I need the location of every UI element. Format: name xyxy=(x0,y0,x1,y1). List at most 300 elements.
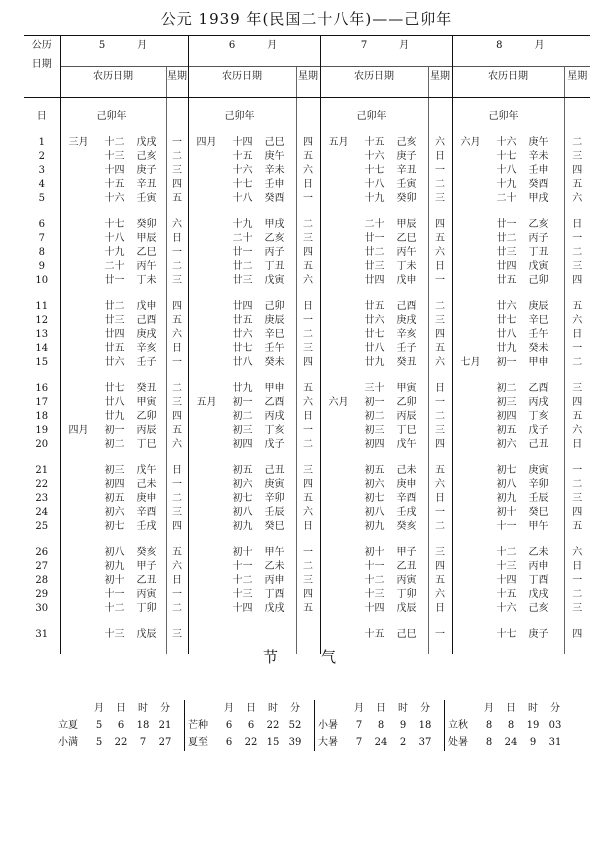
weekday: 一 xyxy=(572,465,583,476)
lunar-day: 十六 xyxy=(496,603,517,614)
weekday: 六 xyxy=(172,561,182,572)
lunar-day: 二十 xyxy=(232,233,253,244)
jieqi-col-header: 月 xyxy=(94,703,104,714)
lunar-date-cell xyxy=(321,150,428,164)
ganzhi: 乙丑 xyxy=(136,575,157,586)
weekday-header: 星期 xyxy=(428,67,452,98)
month-header-2 xyxy=(188,36,320,67)
month-number: 6 xyxy=(228,40,238,51)
lunar-day: 三十 xyxy=(364,383,385,394)
weekday: 六 xyxy=(572,193,583,204)
jieqi-value: 6 xyxy=(225,720,233,731)
weekday: 一 xyxy=(303,315,313,326)
lunar-date-cell xyxy=(321,178,428,192)
weekday: 三 xyxy=(572,603,583,614)
ganzhi: 庚子 xyxy=(528,629,549,640)
lunar-day: 十三 xyxy=(104,151,125,162)
lunar-date-cell xyxy=(189,438,296,452)
ganzhi: 丙寅 xyxy=(136,589,157,600)
ganzhi: 丙午 xyxy=(396,247,417,258)
ganzhi: 癸卯 xyxy=(136,219,157,230)
weekday: 日 xyxy=(435,383,445,394)
jieqi-col-header: 时 xyxy=(268,703,278,714)
lunar-date-cell xyxy=(453,464,564,478)
lunar-day: 初二 xyxy=(104,439,125,450)
lunar-day: 十八 xyxy=(232,193,253,204)
weekday: 五 xyxy=(435,233,445,244)
lunar-day: 十二 xyxy=(496,547,517,558)
weekday: 二 xyxy=(435,411,445,422)
ganzhi: 己卯 xyxy=(528,275,549,286)
ganzhi: 辛酉 xyxy=(396,493,417,504)
lunar-day: 初八 xyxy=(232,507,253,518)
ganzhi: 丙戌 xyxy=(264,411,285,422)
weekday: 日 xyxy=(303,301,313,312)
ganzhi: 丙午 xyxy=(136,261,157,272)
weekday: 三 xyxy=(303,465,313,476)
solar-day: 23 xyxy=(35,493,49,504)
lunar-date-cell xyxy=(453,232,564,246)
lunar-day: 十九 xyxy=(232,219,253,230)
jieqi-value: 22 xyxy=(244,737,258,748)
lunar-date-cell xyxy=(321,356,428,370)
lunar-day: 十二 xyxy=(232,575,253,586)
lunar-day: 十七 xyxy=(104,219,125,230)
lunar-date-cell xyxy=(61,478,166,492)
weekday: 二 xyxy=(172,261,182,272)
weekday: 五 xyxy=(572,301,583,312)
weekday: 一 xyxy=(435,507,445,518)
lunar-date-cell xyxy=(61,218,166,232)
ganzhi: 庚子 xyxy=(136,165,157,176)
lunar-date-cell xyxy=(189,356,296,370)
lunar-day: 十七 xyxy=(364,165,385,176)
lunar-date-cell xyxy=(189,478,296,492)
weekday: 二 xyxy=(572,479,583,490)
lunar-day: 十三 xyxy=(104,629,125,640)
lunar-month-label: 三月 xyxy=(68,137,89,148)
lunar-day: 十八 xyxy=(496,165,517,176)
solar-day: 5 xyxy=(38,193,45,204)
lunar-month-label: 七月 xyxy=(460,357,481,368)
lunar-date-cell xyxy=(61,628,166,642)
weekday: 五 xyxy=(303,383,313,394)
lunar-day: 初五 xyxy=(496,425,517,436)
weekday: 二 xyxy=(303,561,313,572)
lunar-day: 二十 xyxy=(496,193,517,204)
lunar-date-cell xyxy=(321,396,428,410)
ganzhi: 己丑 xyxy=(528,439,549,450)
jieqi-value: 6 xyxy=(247,720,255,731)
lunar-date-cell xyxy=(189,342,296,356)
jieqi-value: 7 xyxy=(139,737,147,748)
lunar-day: 十一 xyxy=(104,589,125,600)
weekday: 五 xyxy=(172,547,182,558)
lunar-date-cell xyxy=(453,342,564,356)
lunar-date-cell xyxy=(61,192,166,206)
lunar-day: 初六 xyxy=(364,479,385,490)
ganzhi: 己未 xyxy=(396,465,417,476)
lunar-date-cell xyxy=(453,546,564,560)
lunar-date-cell xyxy=(189,232,296,246)
weekday: 三 xyxy=(435,315,445,326)
lunar-day: 十四 xyxy=(232,603,253,614)
ganzhi: 戊子 xyxy=(264,439,285,450)
month-header-4 xyxy=(452,36,590,67)
lunar-date-cell xyxy=(189,218,296,232)
weekday: 五 xyxy=(303,603,313,614)
lunar-day: 廿二 xyxy=(496,233,517,244)
weekday: 一 xyxy=(572,575,583,586)
ganzhi: 戊辰 xyxy=(136,629,157,640)
lunar-date-cell xyxy=(453,520,564,534)
lunar-day: 廿三 xyxy=(232,275,253,286)
lunar-day: 十四 xyxy=(496,575,517,586)
ganzhi: 癸酉 xyxy=(528,179,549,190)
lunar-date-cell xyxy=(61,274,166,288)
lunar-day: 十六 xyxy=(232,165,253,176)
lunar-date-cell xyxy=(61,574,166,588)
weekday: 日 xyxy=(435,261,445,272)
lunar-day: 廿九 xyxy=(364,357,385,368)
lunar-date-cell xyxy=(321,164,428,178)
lunar-day: 廿七 xyxy=(104,383,125,394)
ganzhi: 丁酉 xyxy=(528,575,549,586)
ganzhi: 辛未 xyxy=(528,151,549,162)
ganzhi: 戊戌 xyxy=(264,603,285,614)
ganzhi: 己亥 xyxy=(136,151,157,162)
lunar-date-cell xyxy=(61,178,166,192)
ganzhi: 丙辰 xyxy=(136,425,157,436)
lunar-date-cell xyxy=(321,342,428,356)
jieqi-value: 15 xyxy=(266,737,280,748)
weekday: 六 xyxy=(303,397,313,408)
ganzhi: 辛丑 xyxy=(136,179,157,190)
ganzhi: 壬辰 xyxy=(528,493,549,504)
lunar-day: 初八 xyxy=(496,479,517,490)
weekday: 日 xyxy=(303,521,313,532)
lunar-day: 十二 xyxy=(104,137,125,148)
ganzhi: 甲午 xyxy=(264,547,285,558)
jieqi-value: 52 xyxy=(288,720,302,731)
lunar-date-cell xyxy=(453,602,564,616)
lunar-day: 廿四 xyxy=(364,275,385,286)
lunar-day: 初八 xyxy=(104,547,125,558)
lunar-date-cell xyxy=(321,560,428,574)
lunar-month-label: 四月 xyxy=(196,137,217,148)
ganzhi: 戊戌 xyxy=(528,589,549,600)
weekday: 五 xyxy=(303,493,313,504)
lunar-day: 十八 xyxy=(364,179,385,190)
lunar-day: 初十 xyxy=(364,547,385,558)
weekday: 二 xyxy=(303,439,313,450)
solar-day: 14 xyxy=(35,343,49,354)
lunar-date-header: 农历日期 xyxy=(188,67,296,98)
weekday: 一 xyxy=(172,479,182,490)
ganzhi: 甲子 xyxy=(396,547,417,558)
weekday: 一 xyxy=(172,357,182,368)
lunar-day: 十三 xyxy=(496,561,517,572)
weekday: 一 xyxy=(303,425,313,436)
weekday: 一 xyxy=(572,233,583,244)
ganzhi: 庚辰 xyxy=(528,301,549,312)
ganzhi: 庚申 xyxy=(396,479,417,490)
weekday: 日 xyxy=(303,179,313,190)
ganzhi: 丙申 xyxy=(528,561,549,572)
ganzhi: 甲寅 xyxy=(136,397,157,408)
lunar-date-cell xyxy=(453,628,564,642)
weekday: 日 xyxy=(435,493,445,504)
lunar-day: 十一 xyxy=(232,561,253,572)
ganzhi: 戊寅 xyxy=(528,261,549,272)
lunar-date-cell xyxy=(321,232,428,246)
weekday: 四 xyxy=(303,357,313,368)
ganzhi: 庚寅 xyxy=(528,465,549,476)
lunar-day: 十四 xyxy=(232,137,253,148)
lunar-date-header: 农历日期 xyxy=(320,67,428,98)
lunar-date-cell xyxy=(189,274,296,288)
lunar-day: 初九 xyxy=(104,561,125,572)
lunar-day: 廿八 xyxy=(496,329,517,340)
lunar-date-cell xyxy=(321,300,428,314)
ganzhi: 丙申 xyxy=(264,575,285,586)
lunar-day: 廿八 xyxy=(232,357,253,368)
lunar-day: 十七 xyxy=(232,179,253,190)
jieqi-value: 18 xyxy=(418,720,432,731)
ganzhi: 甲辰 xyxy=(396,219,417,230)
lunar-date-cell xyxy=(61,356,166,370)
jieqi-value: 24 xyxy=(374,737,388,748)
jieqi-name: 夏至 xyxy=(185,734,219,751)
lunar-day: 廿六 xyxy=(364,315,385,326)
jieqi-col-header: 分 xyxy=(290,703,300,714)
ganzhi: 丙戌 xyxy=(528,397,549,408)
weekday: 六 xyxy=(303,165,313,176)
weekday: 四 xyxy=(572,397,583,408)
lunar-date-cell xyxy=(189,136,296,150)
ganzhi: 甲子 xyxy=(136,561,157,572)
jieqi-value: 8 xyxy=(485,720,493,731)
ganzhi: 壬寅 xyxy=(396,179,417,190)
lunar-day: 十八 xyxy=(104,233,125,244)
ganzhi: 壬子 xyxy=(396,343,417,354)
ganzhi: 丁巳 xyxy=(136,439,157,450)
year-label: 己卯年 xyxy=(224,111,255,122)
lunar-date-cell xyxy=(453,192,564,206)
weekday: 四 xyxy=(172,301,182,312)
lunar-day: 廿六 xyxy=(496,301,517,312)
lunar-day: 初七 xyxy=(232,493,253,504)
lunar-day: 十七 xyxy=(496,151,517,162)
solar-day: 12 xyxy=(35,315,49,326)
lunar-day: 初三 xyxy=(232,425,253,436)
lunar-date-cell xyxy=(189,560,296,574)
lunar-date-cell xyxy=(321,438,428,452)
jieqi-value: 9 xyxy=(399,720,407,731)
ganzhi: 壬午 xyxy=(264,343,285,354)
lunar-day: 廿三 xyxy=(104,315,125,326)
solar-day: 31 xyxy=(35,629,49,640)
lunar-day: 十九 xyxy=(496,179,517,190)
lunar-date-cell xyxy=(189,314,296,328)
ganzhi: 甲戌 xyxy=(528,193,549,204)
solar-day: 7 xyxy=(38,233,45,244)
solar-day: 11 xyxy=(35,301,49,312)
ganzhi: 己巳 xyxy=(264,137,285,148)
solar-day: 13 xyxy=(35,329,49,340)
lunar-date-cell xyxy=(61,342,166,356)
lunar-day: 初三 xyxy=(104,465,125,476)
jieqi-name: 小满 xyxy=(58,737,78,748)
ganzhi: 癸未 xyxy=(264,357,285,368)
ganzhi: 丙子 xyxy=(264,247,285,258)
jieqi-name: 芒种 xyxy=(185,717,219,734)
lunar-date-cell xyxy=(453,246,564,260)
weekday: 五 xyxy=(172,193,182,204)
ganzhi: 庚子 xyxy=(396,151,417,162)
jieqi-value: 2 xyxy=(399,737,407,748)
lunar-date-cell xyxy=(453,438,564,452)
weekday: 四 xyxy=(303,137,313,148)
weekday: 三 xyxy=(572,261,583,272)
weekday: 四 xyxy=(572,629,583,640)
weekday: 二 xyxy=(572,247,583,258)
weekday: 二 xyxy=(172,151,182,162)
ganzhi: 丁卯 xyxy=(396,589,417,600)
lunar-day: 初一 xyxy=(104,425,125,436)
lunar-month-label: 五月 xyxy=(196,397,217,408)
lunar-day: 廿三 xyxy=(496,247,517,258)
lunar-day: 初一 xyxy=(232,397,253,408)
lunar-day: 初三 xyxy=(496,397,517,408)
solar-day: 21 xyxy=(35,465,49,476)
ganzhi: 丁未 xyxy=(396,261,417,272)
lunar-date-cell xyxy=(453,164,564,178)
ganzhi: 癸亥 xyxy=(136,547,157,558)
lunar-day: 十一 xyxy=(496,521,517,532)
lunar-date-cell xyxy=(321,382,428,396)
lunar-date-cell xyxy=(61,546,166,560)
weekday: 日 xyxy=(172,465,182,476)
lunar-date-cell xyxy=(61,150,166,164)
lunar-day: 初七 xyxy=(104,521,125,532)
lunar-date-cell xyxy=(453,260,564,274)
solar-day: 25 xyxy=(35,521,49,532)
lunar-day: 廿五 xyxy=(232,315,253,326)
lunar-date-cell xyxy=(453,314,564,328)
ganzhi: 己酉 xyxy=(396,301,417,312)
lunar-day: 十九 xyxy=(364,193,385,204)
weekday: 日 xyxy=(303,411,313,422)
ganzhi: 丁丑 xyxy=(528,247,549,258)
lunar-day: 廿八 xyxy=(104,397,125,408)
ganzhi: 辛丑 xyxy=(396,165,417,176)
lunar-date-cell xyxy=(61,396,166,410)
lunar-date-cell xyxy=(321,546,428,560)
weekday-header: 星期 xyxy=(166,67,188,98)
ganzhi: 丙辰 xyxy=(396,411,417,422)
ganzhi: 壬寅 xyxy=(136,193,157,204)
weekday: 五 xyxy=(572,179,583,190)
lunar-date-cell xyxy=(189,588,296,602)
ganzhi: 丁亥 xyxy=(264,425,285,436)
lunar-date-cell xyxy=(453,588,564,602)
solar-day: 4 xyxy=(38,179,45,190)
lunar-date-cell xyxy=(189,178,296,192)
jieqi-col-header: 日 xyxy=(246,703,256,714)
lunar-day: 初五 xyxy=(364,465,385,476)
year-label: 己卯年 xyxy=(488,111,519,122)
lunar-day: 廿一 xyxy=(496,219,517,230)
lunar-date-cell xyxy=(453,274,564,288)
weekday: 三 xyxy=(172,165,182,176)
weekday: 六 xyxy=(435,589,445,600)
solar-day: 19 xyxy=(35,425,49,436)
ganzhi: 庚寅 xyxy=(264,479,285,490)
lunar-date-cell xyxy=(321,520,428,534)
weekday: 六 xyxy=(303,507,313,518)
ganzhi: 乙亥 xyxy=(264,233,285,244)
lunar-date-cell xyxy=(453,478,564,492)
jieqi-value: 22 xyxy=(114,737,128,748)
ganzhi: 戊辰 xyxy=(396,603,417,614)
weekday: 日 xyxy=(572,329,583,340)
weekday-header: 星期 xyxy=(296,67,320,98)
ganzhi: 甲午 xyxy=(528,521,549,532)
weekday: 四 xyxy=(572,275,583,286)
ganzhi: 癸丑 xyxy=(396,357,417,368)
weekday: 四 xyxy=(572,507,583,518)
lunar-date-cell xyxy=(189,602,296,616)
lunar-date-cell xyxy=(321,192,428,206)
jieqi-col-header: 日 xyxy=(116,703,126,714)
lunar-date-cell xyxy=(189,164,296,178)
ganzhi: 丁酉 xyxy=(264,589,285,600)
jieqi-value: 8 xyxy=(377,720,385,731)
weekday: 一 xyxy=(435,629,445,640)
lunar-day: 初四 xyxy=(232,439,253,450)
ganzhi: 丁丑 xyxy=(264,261,285,272)
weekday: 二 xyxy=(172,603,182,614)
lunar-date-cell xyxy=(321,260,428,274)
ganzhi: 壬子 xyxy=(136,357,157,368)
weekday: 二 xyxy=(172,493,182,504)
ganzhi: 乙未 xyxy=(264,561,285,572)
ganzhi: 庚戌 xyxy=(396,315,417,326)
weekday: 三 xyxy=(303,233,313,244)
lunar-date-cell xyxy=(321,424,428,438)
weekday: 一 xyxy=(435,165,445,176)
ganzhi: 乙卯 xyxy=(136,411,157,422)
month-number: 7 xyxy=(360,40,370,51)
weekday: 一 xyxy=(172,247,182,258)
lunar-date-cell xyxy=(61,136,166,150)
ganzhi: 乙卯 xyxy=(396,397,417,408)
ganzhi: 壬戌 xyxy=(136,521,157,532)
weekday: 三 xyxy=(172,275,182,286)
weekday: 五 xyxy=(172,425,182,436)
jieqi-value: 27 xyxy=(158,737,172,748)
weekday: 二 xyxy=(303,329,313,340)
lunar-day: 初七 xyxy=(364,493,385,504)
lunar-day: 廿六 xyxy=(104,357,125,368)
weekday: 五 xyxy=(435,343,445,354)
lunar-date-cell xyxy=(189,150,296,164)
weekday: 一 xyxy=(172,137,182,148)
lunar-day: 初七 xyxy=(496,465,517,476)
lunar-day: 十二 xyxy=(104,603,125,614)
lunar-date-cell xyxy=(453,356,564,370)
